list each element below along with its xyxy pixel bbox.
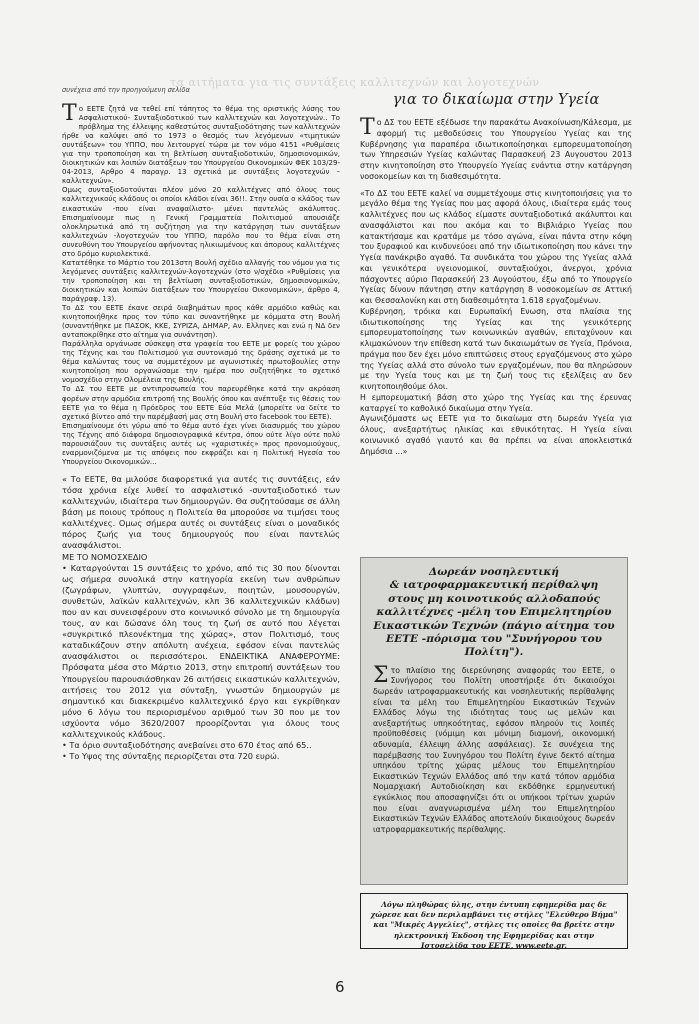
article-paragraph: Επισημαίνουμε ότι γύρω από το θέμα αυτό έχει γίνει διασυρμός του χώρου της Τέχνης από διάφορα δημοσιογραφικά κέντρα, όπου ούτε λίγο ούτε πολύ παρουσιάζουν τις συντάξεις αυτές ως «χαριστικές» προς προνομιούχους, εναρμονιζόμενα με τις απόψεις που εκφράζει και η Πολιτική Ηγεσία του Υπουργείου Οικονομικών... [62, 420, 340, 466]
article-paragraph: Το ΔΣ του ΕΕΤΕ έκανε σειρά διαβημάτων προς κάθε αρμόδιο καθώς και κινητοποιήθηκε προς τον τύπο και συναντήθηκε με κόμματα στη Βουλή (συναντήθηκε με ΠΑΣΟΚ, ΚΚΕ, ΣΥΡΙΖΑ, ΔΗΜΑΡ, Αν. Ελληνες και ενώ η ΝΔ δεν ανταποκρίθηκε στο αίτημα για συνάντηση). [62, 303, 340, 340]
quote-paragraph: • Καταργούνται 15 συντάξεις το χρόνο, από τις 30 που δίνονται ως σήμερα συνολικά στην κατηγορία εκείνη των ανθρώπων (ζωγράφων, γλυπτών, συγγραφέων, ποιητών, μουσουργών, συνθετών, λαϊκών καλλιτεχνών, κλπ 36 καλλιτεχνικών κλάδων) που αν και συνεισφέρουν στο κοινωνικό σύνολο με τη δημιουργία τους, αν και δώσανε όλη τους τη ζωή σε αυτό που λέγεται «συγκριτικό πλεονέκτημα της χώρας», στον Πολιτισμό, τους καταδικάζουν στην απόλυτη ανέχεια, εφόσον είναι παντελώς ανασφάλιστοι οι περισσότεροι. ΕΝΔΕΙΚΤΙΚΑ ΑΝΑΦΕΡΟΥΜΕ: Πρόσφατα μέσα στο Μάρτιο 2013, στην επιτροπή συντάξεων του Υπουργείου παρουσιάσθηκαν 26 αιτήσεις εικαστικών καλλιτεχνών, αιτήσεις του 2012 για σύνταξη, γνωστών δημιουργών με σημαντικό και διακεκριμένο καλλιτεχνικό έργο και εγκρίθηκαν μόνο 6 λόγω του περιορισμένου αριθμού των 30 που με τον ισχύοντα νόμο 3620/2007 προορίζονται για όλους τους καλλιτεχνικούς κλάδους. [62, 562, 340, 740]
sidebar-box [360, 557, 628, 885]
dropcap-letter: Τ [360, 115, 375, 140]
sidebar-title-line: & ιατροφαρμακευτική περίθαλψη [389, 579, 599, 592]
dropcap-letter: Τ [62, 101, 77, 126]
article-paragraph: Ομως συνταξιοδοτούνται πλέον μόνο 20 καλλιτέχνες από όλους τους καλλιτεχνικούς κλάδους οι οποίοι κλάδοι είναι 36!!. Στην ουσία ο κλάδος των εικαστικών -που είναι αναφαίλιστο- μένει παντελώς ακάλυπτος. Επισημαίνουμε πως η Γενική Γραμματεία Πολιτισμού απουσιάζε ολοκληρωτικά από τη συζήτηση για την κατάργηση των συντάξεων καλλιτεχνών -λογοτεχνών του ΥΠΠΟ, παρόλο που το θέμα είναι στη συνευθύνη του Υπουργείου αφήνοντας ηλικιωμένους και άπορους καλλιτέχνες στο δρόμο κυριολεκτικά. [62, 185, 340, 258]
dropcap-letter: Σ [373, 662, 389, 688]
article-paragraph: Κατατέθηκε το Μάρτιο του 2013στη Βουλή σχέδιο αλλαγής του νόμου για τις λεγόμενες συντάξεις καλλιτεχνών-λογοτεχνών (στο ν/σχέδιο «Ρυθμίσεις για την τροποποίηση και τη βελτίωση συνταξιοδοτικών, δημοσιονομικών, διοικητικών και λοιπών διατάξεων του Υπουργείου Οικονομικών», άρθρο 4, παράγραφ. 13). [62, 257, 340, 303]
notice-text: Λόγω πληθώρας ύλης, στην έντυπη εφημερίδα μας δε χώρεσε και δεν περιλαμβάνει τις στήλες "Ελεύθερο Βήμα" και "Μικρές Αγγελίες", στήλες τις οποίες θα βρείτε στην ηλεκτρονική Έκδοση της Εφημερίδας και στην Ιστοσελίδα του ΕΕΤΕ, www.eete.gr. [370, 900, 618, 950]
article-heading: για το δικαίωμα στην Υγεία [392, 92, 600, 108]
right-column [360, 86, 632, 457]
article-paragraph: «Το ΔΣ του ΕΕΤΕ καλεί να συμμετέχουμε στις κινητοποιήσεις για το μεγάλο θέμα της Υγείας που μας αφορά όλους, ιδιαίτερα εμάς τους καλλιτέχνες που ως κλάδος είμαστε συνταξιοδοτικά ακάλυπτοι και ανασφάλιστοι και που ακόμα και το Βιβλιάριο Υγείας που κατακτήσαμε και κρατάμε με τόσο αγώνα, είναι πάντα στην κόψη του ξυραφιού και κινδυνεύοει από την ιδιωτικοποίηση που κάνει την Υγεία πανάκριβο αγαθό. Τα συνδικάτα του χώρου της Υγείας αλλά και γενικότερα υγειονομικοί, συνταξιούχοι, άνεργοι, χρόνια πάσχοντες αύριο Παρασκεύή 23 Αυγούστου, έξω από το Υπουργείο Υγείας δίνουν πάντηση στην κατάργηση 8 νοσοκομείων σε Αττική και Θεσσαλονίκη και στη διαθεσιμότητα 1.618 εργαζομένων. [360, 188, 632, 305]
continued-label: συνέχεια από την προηγούμενη σελίδα [62, 86, 190, 94]
sidebar-title [373, 566, 615, 660]
sidebar-title-line: Δωρεάν νοσηλευτική [428, 566, 560, 578]
article-paragraph: Παράλληλα οργάνωσε σύσκεψη στα γραφεία του ΕΕΤΕ με φορείς του χώρου της Τέχνης και του Πολιτισμού για συντονισμό της δράσης σχετικά με το θέμα καλώντας τους να συμμετέχουν με αγωνιστικές πρωτοβουλίες στην κινητοποίηση που οργανώσαμε την ημέρα που συζητήθηκε το σχετικό νομοσχέδιο στην Ολομέλεια της Βουλής. [62, 339, 340, 385]
left-column [62, 86, 340, 762]
article-paragraph: Το ΕΕΤΕ ζητά να τεθεί επί τάπητος το θέμα της οριστικής λύσης του Ασφαλιστικού- Συνταξιοδοτικού των καλλιτεχνών και λογοτεχνών.. Το πρόβλημα της έλλειψης καθεστώτος συνταξιοδότησης των καλλιτεχνών ήρθε να καλύψει από το 1973 ο θεσμός των λεγόμενων «τιμητικών συντάξεων» του ΥΠΠΟ, που λειτουργεί τώρα με τον νόμο 4151 «Ρυθμίσεις για την τροποποίηση και τη βελτίωση συνταξιοδοτικών, δημοσιονομικών, διοικητικών και λοιπών διατάξεων του Υπουργείου Οικονομικών ΦΕΚ 103/29-04-2013, Αρθρο 4 παραγρ. 13 σχετικά με συντάξεις λογοτεχνών – καλλιτεχνών». [62, 101, 340, 186]
bullet-item: • Το Υψος της σύνταξης περιορίζεται στα 720 ευρώ. [62, 751, 280, 762]
page-number: 6 [335, 978, 345, 996]
sidebar-body: Στο πλαίσιο της διερεύνησης αναφοράς του ΕΕΤΕ, ο Συνήγορος του Πολίτη υποστήριξε ότι δικαιούχοι δωρεάν ιατροφαρμακευτικής και νοσηλευτικής περίθαλψης είναι τα μέλη του Επιμελητηρίου Εικαστικών Τεχνών Ελλάδος λόγω της ιδιότητας τους ως μελών και ανεξαρτήτως υπηκοότητας, εφόσον πληρούν τις λοιπές προϋποθέσεις (νόμιμη και μόνιμη διαμονή, οικονομική αδυναμία, έλλειψη άλλης ασφάλειας). Σε συνέχεια της παρέμβασης του Συνηγόρου του Πολίτη έγινε δεκτό αίτημα υπηκόου τρίτης χώρας μέλους του Επιμελητηρίου Εικαστικών Τεχνών Ελλάδος από την κατά τόπον αρμόδια Νομαρχιακή Αυτοδιοίκηση και εκδόθηκε ερμηνευτική εγκύκλιος που αποσαφηνίζει ότι οι υπήκοοι τρίτων χωρών που είναι αναγνωρισμένα μέλη του Επιμελητηρίου Εικαστικών Τεχνών Ελλάδος αποτελούν δικαιούχους δωρεάν ιατροφαρμακευτικής περίθαλψης. [373, 662, 615, 834]
bullet-item: • Τα όριο συνταξιοδότησης ανεβαίνει στο 670 έτος από 65.. [62, 740, 312, 751]
article-paragraph: Το ΔΣ του ΕΕΤΕ εξέδωσε την παρακάτω Ανακοίνωση/Κάλεσμα, με αφορμή τις μεθοδεύσεις του Υπουργείου Υγείας και της Κυβέρνησης για παραπέρα ιδιωτικοποίησηκαι εμπορευματοποίηση των Υπηρεσιών Υγείας καλώντας Παρασκευή 23 Αυγουστου 2013 στην κινητοποίηση στο Υπουργείο Υγείας ενάντια στην κατάργηση νοσοκομείων και τη διαθεσιμότητα. [360, 115, 632, 181]
article-paragraph: Η εμπορευματική βάση στο χώρο της Υγείας και της έρευνας καταργεί το καθολικό δικαίωμα στην Υγεία. [360, 392, 632, 413]
bleed-through-text: τα αιτήματα για τις συντάξεις καλλιτεχνών και λογοτεχνών [170, 76, 540, 89]
section-label: ΜΕ ΤΟ ΝΟΜΟΣΧΕΔΙΟ [62, 551, 148, 562]
notice-box [360, 893, 628, 949]
article-paragraph: Κυβέρνηση, τρόικα και Ευρωπαϊκή Ενωση, στα πλαίσια της ιδιωτικοποίησης της Υγείας και της γενικότερης εμπορευματοποίησης των κοινωνικών αγαθών, επιταχύνουν και κλιμακώνουν την επίθεση κατά των δικαιωμάτων σε Υγεία, Πρόνοια, πράγμα που δεν έχει μόνο επιπτώσεις στους εργαζόμενους στο χώρο της Υγείας αλλά στο σύνολο των εργαζομένων, που θα πληρώσουν με την Υγεία τους και με τη ζωή τους τις εξελίξεις αν δεν κινητοποιηθούμε όλοι. [360, 306, 632, 391]
article-paragraph: Αγωνιζόμαστε ως ΕΕΤΕ για το δικαίωμα στη δωρεάν Υγεία για όλους, ανεξαρτήτως ηλικίας και εθνικότητας. Η Υγεία είναι κοινωνικό αγαθό γιαυτό και θα πρέπει να είναι αποκλειστικά Δημόσια ...» [360, 414, 632, 456]
article-paragraph: Το ΔΣ του ΕΕΤΕ με αντιπροσωπεία του παρευρέθηκε κατά την ακρόαση φορέων στην αρμόδια επιτροπή της Βουλής όπου και ανέπτυξε τις θέσεις του ΕΕΤΕ για το θέμα η Πρόεδρος του ΕΕΤΕ Εύα Μελά (μπορείτε να δείτε το σχετικό βίντεο από την παρέμβασή μας στη Βουλή στο facebook του ΕΕΤΕ). [62, 384, 340, 421]
sidebar-title-line: στους μη κοινοτικούς αλλοδαπούς καλλιτέχνες -μέλη του Επιμελητηρίου Εικαστικών Τεχνών (πάγιο αίτημα του ΕΕΤΕ -πόρισμα του "Συνήγορου του Πολίτη"). [373, 592, 615, 659]
bullet-list [62, 740, 340, 762]
quote-paragraph: « Το ΕΕΤΕ, θα μιλούσε διαφορετικά για αυτές τις συντάξεις, εάν τόσα χρόνια είχε λυθεί το ασφαλιστικό -συνταξιοδοτικό των καλλιτεχνών, ιδιαίτερα των δημιουργών. Θα συζητούσαμε σε άλλη βάση με ποιους τρόπους η Πολιτεία θα μπορούσε να τιμήσει τους καλλιτέχνες. Ομως σήμερα αυτές οι συντάξεις είναι ο μοναδικός πόρος ζωής για τους δημιουργούς που είναι παντελώς ανασφάλιστοι. [62, 473, 340, 551]
